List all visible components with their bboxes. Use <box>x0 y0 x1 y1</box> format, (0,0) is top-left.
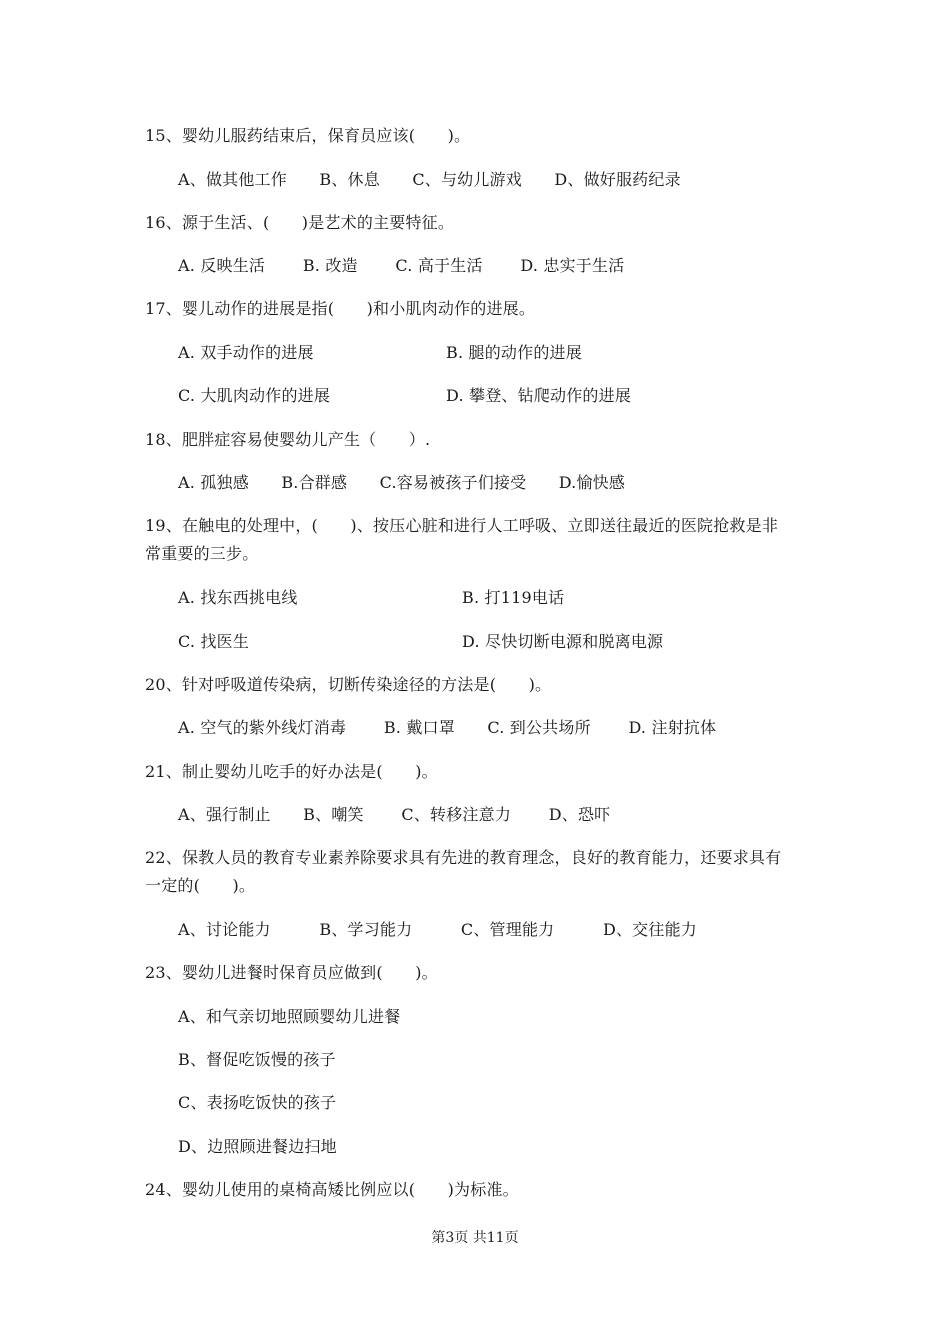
question-23-stem: 23、婴幼儿进餐时保育员应做到( )。 <box>145 963 438 982</box>
question-15-stem: 15、婴幼儿服药结束后，保育员应该( )。 <box>145 126 471 145</box>
question-21-options: A、强行制止 B、嘲笑 C、转移注意力 D、恐吓 <box>178 805 611 824</box>
question-17-option-d: D. 攀登、钻爬动作的进展 <box>446 386 632 405</box>
question-19-option-d: D. 尽快切断电源和脱离电源 <box>462 632 664 651</box>
question-20-stem: 20、针对呼吸道传染病，切断传染途径的方法是( )。 <box>145 675 552 694</box>
question-23-option-d: D、边照顾进餐边扫地 <box>178 1137 337 1156</box>
question-21-stem: 21、制止婴幼儿吃手的好办法是( )。 <box>145 762 438 781</box>
page-footer: 第3页 共11页 <box>431 1230 519 1246</box>
question-19-stem-line-1: 19、在触电的处理中，( )、按压心脏和进行人工呼吸、立即送往最近的医院抢救是非 <box>145 516 779 535</box>
question-19-option-a: A. 找东西挑电线 <box>178 588 298 607</box>
question-23-option-c: C、表扬吃饭快的孩子 <box>178 1093 337 1112</box>
question-17-option-a: A. 双手动作的进展 <box>178 343 314 362</box>
question-24-stem: 24、婴幼儿使用的桌椅高矮比例应以( )为标准。 <box>145 1180 519 1199</box>
question-22-stem-line-2: 一定的( )。 <box>145 876 256 895</box>
question-18-stem: 18、肥胖症容易使婴幼儿产生（ ）. <box>145 430 431 449</box>
question-16-stem: 16、源于生活、( )是艺术的主要特征。 <box>145 213 455 232</box>
question-16-options: A. 反映生活 B. 改造 C. 高于生活 D. 忠实于生活 <box>178 256 625 275</box>
question-19-stem-line-2: 常重要的三步。 <box>145 544 259 563</box>
question-23-option-b: B、督促吃饭慢的孩子 <box>178 1050 336 1069</box>
question-19-option-c: C. 找医生 <box>178 632 250 651</box>
question-23-option-a: A、和气亲切地照顾婴幼儿进餐 <box>178 1007 401 1026</box>
question-19-option-b: B. 打119电话 <box>462 588 565 607</box>
question-15-options: A、做其他工作 B、休息 C、与幼儿游戏 D、做好服药纪录 <box>178 170 681 189</box>
question-17-option-c: C. 大肌肉动作的进展 <box>178 386 331 405</box>
question-17-stem: 17、婴儿动作的进展是指( )和小肌肉动作的进展。 <box>145 299 536 318</box>
question-22-options: A、讨论能力 B、学习能力 C、管理能力 D、交往能力 <box>178 920 697 939</box>
question-22-stem-line-1: 22、保教人员的教育专业素养除要求具有先进的教育理念，良好的教育能力，还要求具有 <box>145 848 782 867</box>
question-20-options: A. 空气的紫外线灯消毒 B. 戴口罩 C. 到公共场所 D. 注射抗体 <box>178 718 717 737</box>
question-17-option-b: B. 腿的动作的进展 <box>446 343 582 362</box>
question-18-options: A. 孤独感 B.合群感 C.容易被孩子们接受 D.愉快感 <box>178 473 626 492</box>
